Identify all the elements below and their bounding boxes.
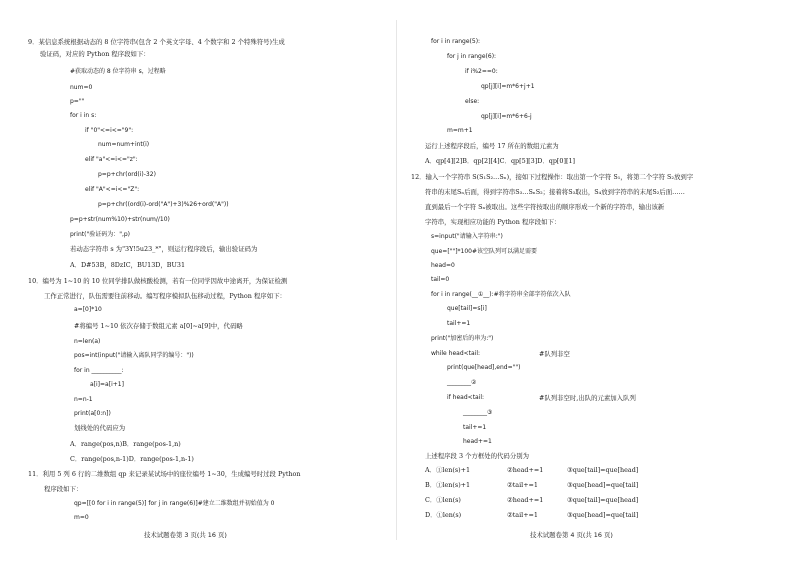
text-line: 10．编号为 1~10 的 10 位同学排队做核酸检测，若有一位同学因故中途离开，为保证检测 bbox=[28, 277, 288, 285]
code-line: p="" bbox=[70, 98, 85, 105]
text-line: ②tail+=1 bbox=[507, 511, 538, 519]
code-line: for i in s: bbox=[70, 112, 97, 119]
text-line: C．range(pos,n-1)D．range(pos-1,n-1) bbox=[70, 455, 194, 463]
text-line: ②head+=1 bbox=[507, 466, 544, 474]
code-line: qp[j][i]=m*6+j+1 bbox=[481, 83, 535, 90]
text-line: A．qp[4][2]B．qp[2][4]C．qp[5][3]D．qp[0][1] bbox=[425, 157, 576, 165]
text-line: 工作正常进行，队伍需要往前移动。编写程序模拟队伍移动过程，Python 程序如下： bbox=[44, 292, 286, 300]
code-line: ________③ bbox=[463, 409, 493, 416]
text-line: #队列非空 bbox=[539, 350, 570, 358]
code-line: a[i]=a[i+1] bbox=[90, 381, 124, 388]
code-line: print(a[0:n]) bbox=[74, 410, 111, 417]
code-line: for i in range(5): bbox=[431, 38, 481, 45]
code-line: if head<tail: bbox=[447, 394, 485, 401]
text-line: #队列非空时,出队的元素加入队列 bbox=[539, 394, 636, 402]
text-line: B．①len(s)+1 bbox=[425, 481, 471, 489]
text-line: ③que[head]=que[tail] bbox=[567, 481, 639, 489]
code-line: s=input("请输入字符串:") bbox=[431, 233, 503, 240]
code-line: if "0"<=i<="9": bbox=[85, 127, 134, 134]
text-line: 若动态字符串 s 为"3Y!5u23_*"，则运行程序段后，输出验证码为 bbox=[70, 245, 258, 253]
text-line: ③que[tail]=que[head] bbox=[567, 466, 639, 474]
code-line: print("加密后的串为:") bbox=[431, 335, 494, 342]
text-line: C．①len(s) bbox=[425, 496, 461, 504]
page-divider bbox=[396, 20, 397, 540]
code-line: n=len(a) bbox=[74, 338, 101, 345]
code-line: tail=0 bbox=[431, 276, 450, 283]
text-line: A．①len(s)+1 bbox=[425, 466, 471, 474]
code-line: que[tail]=s[i] bbox=[447, 305, 487, 312]
code-line: while head<tail: bbox=[431, 350, 481, 357]
text-line: ②tail+=1 bbox=[507, 481, 538, 489]
text-line: A．range(pos,n)B．range(pos-1,n) bbox=[70, 440, 181, 448]
code-line: pos=int(input("请输入离队同学的编号：")) bbox=[74, 352, 194, 359]
code-line: qp=[[0 for i in range(5)] for j in range(6)]#建立二维数组并初始值为 0 bbox=[74, 500, 275, 507]
code-line: p=p+chr((ord(i)-ord("A")+3)%26+ord("A")) bbox=[98, 201, 229, 208]
code-line: p=p+chr(ord(i)-32) bbox=[98, 171, 156, 178]
right-page-footer: 技术试题卷第 4 页(共 16 页) bbox=[530, 531, 613, 539]
code-line: a=[0]*10 bbox=[74, 306, 102, 313]
code-line: for i in range(__①__):#将字符串全部字符依次入队 bbox=[431, 291, 571, 298]
code-line: head=0 bbox=[431, 262, 455, 269]
code-line: print(que[head],end="") bbox=[447, 364, 521, 371]
code-line: num=0 bbox=[70, 84, 93, 91]
text-line: 字符串，实现相应功能的 Python 程序段如下： bbox=[425, 218, 561, 226]
text-line: 直到最后一个字符 Sₙ被取出。这些字符按取出的顺序形成一个新的字符串，输出该新 bbox=[425, 203, 665, 211]
code-line: elif "a"<=i<="z": bbox=[85, 156, 138, 163]
code-line: p=p+str(num%10)+str(num//10) bbox=[70, 216, 170, 223]
code-line: if i%2==0: bbox=[465, 68, 498, 75]
text-line: ②head+=1 bbox=[507, 496, 544, 504]
text-line: 12．输入一个字符串 S(S₁S₂…Sₙ)，接如下过程操作：取出第一个字符 S₁，将第二个字符 S₂放到字 bbox=[411, 173, 694, 181]
right-page bbox=[397, 0, 794, 561]
code-line: elif "A"<=i<="Z": bbox=[85, 186, 140, 193]
text-line: 11．利用 5 列 6 行的二维数组 qp 来记录某试场中的座位编号 1~30，生成编号时过段 Python bbox=[28, 470, 301, 478]
text-line: ③que[tail]=que[head] bbox=[567, 496, 639, 504]
text-line: A．D#53B，8DzIC，BU13D，BU31 bbox=[70, 261, 186, 269]
code-line: head+=1 bbox=[463, 438, 492, 445]
code-line: ________② bbox=[447, 379, 477, 386]
code-line: tail+=1 bbox=[463, 424, 487, 431]
text-line: D．①len(s) bbox=[425, 511, 462, 519]
code-line: for in __________: bbox=[74, 367, 124, 374]
text-line: 运行上述程序段后，编号 17 所在的数组元素为 bbox=[425, 142, 559, 150]
left-page-footer: 技术试题卷第 3 页(共 16 页) bbox=[144, 531, 227, 539]
code-line: tail+=1 bbox=[447, 320, 471, 327]
code-line: que=[""]*100#该空队列可以满足需要 bbox=[431, 248, 538, 255]
code-line: for j in range(6): bbox=[447, 53, 497, 60]
code-line: m=0 bbox=[74, 514, 89, 521]
text-line: 划线处的代码应为 bbox=[74, 424, 126, 432]
code-line: m=m+1 bbox=[447, 127, 473, 134]
text-line: ③que[head]=que[tail] bbox=[567, 511, 639, 519]
text-line: 上述程序段 3 个方框处的代码分别为 bbox=[425, 452, 529, 460]
code-line: else: bbox=[465, 98, 480, 105]
text-line: #将编号 1~10 依次存储于数组元素 a[0]~a[9]中，代码略 bbox=[74, 322, 243, 330]
text-line: 符串的末尾Sₙ后面，得到字符串S₃…SₙS₂；接着将S₃取出，S₄放到字符串的末尾S₂后面…… bbox=[425, 188, 685, 196]
code-line: print("验证码为：",p) bbox=[70, 231, 131, 238]
code-line: num=num+int(i) bbox=[98, 141, 150, 148]
text-line: 程序段如下： bbox=[44, 485, 83, 493]
text-line: 9．某信息系统根据动态的 8 位字符串(包含 2 个英文字母、4 个数字和 2 个特殊符号)生成 bbox=[28, 38, 285, 46]
code-line: qp[j][i]=m*6+6-j bbox=[481, 113, 532, 120]
text-line: 验证码，对应的 Python 程序段如下： bbox=[40, 50, 150, 58]
code-line: n=n-1 bbox=[74, 396, 93, 403]
code-line: #获取动态的 8 位字符串 s，过程略 bbox=[70, 68, 166, 75]
